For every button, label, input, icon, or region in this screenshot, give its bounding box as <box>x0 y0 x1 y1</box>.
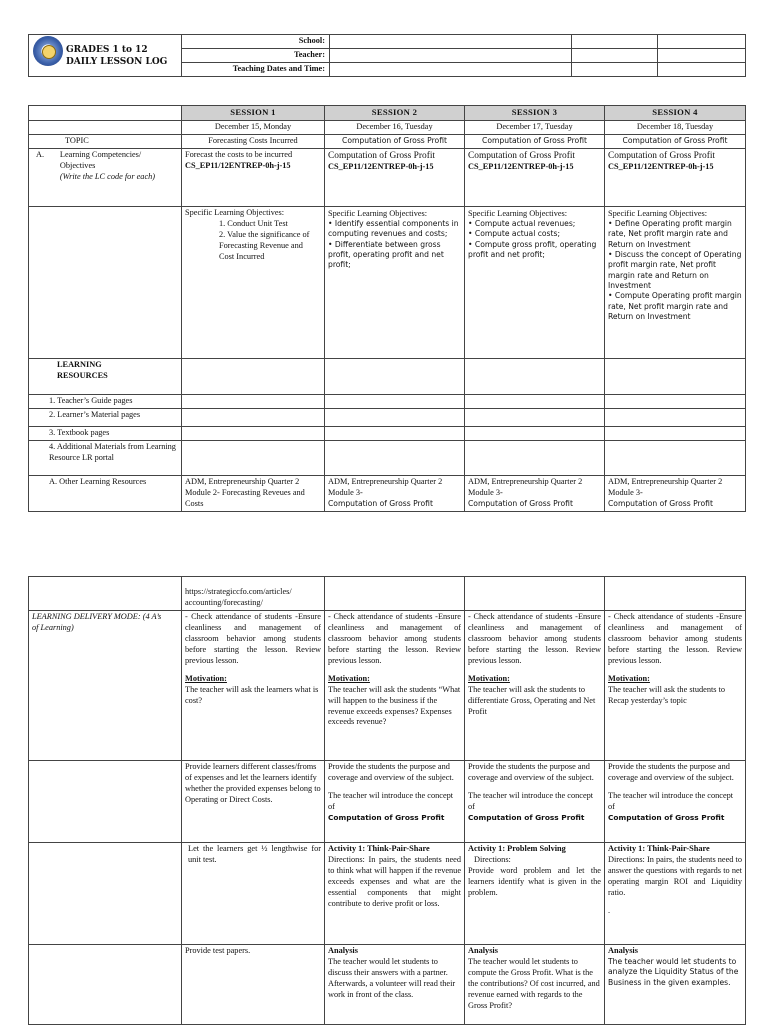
form-title-line2: DAILY LESSON LOG <box>66 57 168 68</box>
resource-line: Computation of Gross Profit <box>328 498 433 508</box>
activity-title: Activity 1: Think-Pair-Share <box>608 844 710 853</box>
competencies-note: (Write the LC code for each) <box>59 171 156 181</box>
activity-text: Provide word problem and let the learners identify what is given in the problem. <box>468 865 601 897</box>
competency-text: Forecast the costs to be incurred <box>185 149 293 159</box>
test-papers-text: Provide test papers. <box>182 945 325 1025</box>
lesson-table <box>28 105 746 512</box>
empty-cell <box>465 358 605 394</box>
form-title-line1: GRADES 1 to 12 <box>66 45 148 55</box>
resource-other-value <box>465 475 605 511</box>
objectives-cell <box>465 206 605 358</box>
activity-cell <box>465 761 605 843</box>
dates-field[interactable] <box>330 62 572 76</box>
empty-cell <box>29 121 182 135</box>
activity-cell <box>325 843 465 945</box>
empty-cell <box>29 843 182 945</box>
resources-heading: LEARNING RESOURCES <box>29 358 182 394</box>
analysis-cell <box>465 945 605 1025</box>
activity-title: Activity 1: Think-Pair-Share <box>328 844 430 853</box>
empty-cell <box>182 394 325 408</box>
resource-line: Computation of Gross Profit <box>608 498 713 508</box>
topic-label: TOPIC <box>29 134 182 148</box>
resource-additional: 4. Additional Materials from Learning Resource LR portal <box>29 440 182 475</box>
session-date: December 16, Tuesday <box>325 121 465 135</box>
teacher-field[interactable] <box>330 48 572 62</box>
logo-cell <box>29 35 182 77</box>
reference-url: https://strategiccfo.com/articles/ accounting/forecasting/ <box>182 577 325 611</box>
delivery-cell <box>182 611 325 761</box>
empty-cell <box>465 440 605 475</box>
quarter-label <box>572 62 658 76</box>
activity-cell <box>465 843 605 945</box>
activity-text: Directions: In pairs, the students need to think what will happen if the revenue exceeds expenses and what are the essential components that might contribute to derive profit or loss. <box>328 854 461 908</box>
activity-title: Activity 1: Problem Solving <box>468 844 566 853</box>
competency-code: CS_EP11/12ENTREP-0h-j-15 <box>328 162 434 172</box>
competency-code: CS_EP11/12ENTREP-0h-j-15 <box>468 162 574 172</box>
objective-item: 2. Value the significance of Forecasting Revenue and Cost Incurred <box>219 229 310 261</box>
introduce-topic: Computation of Gross Profit <box>608 812 725 822</box>
empty-cell <box>325 394 465 408</box>
introduce-text: The teacher wil introduce the concept of <box>608 790 734 811</box>
analysis-title: Analysis <box>328 946 358 955</box>
resource-learners-material: 2. Learner’s Material pages <box>29 408 182 426</box>
empty-cell <box>465 408 605 426</box>
empty-cell <box>465 577 605 611</box>
empty-cell <box>325 577 465 611</box>
competencies-label: Learning Competencies/ Objectives <box>59 149 142 170</box>
competency-text: Computation of Gross Profit <box>468 150 576 161</box>
empty-cell <box>325 358 465 394</box>
learning-area-label <box>572 48 658 62</box>
empty-cell <box>29 945 182 1025</box>
empty-cell <box>605 426 746 440</box>
activity-cell <box>605 761 746 843</box>
objectives-cell <box>182 206 325 358</box>
teacher-label: Teacher: <box>182 48 330 62</box>
empty-cell <box>605 408 746 426</box>
objective-item: 1. Conduct Unit Test <box>219 218 288 228</box>
corner-cell <box>29 106 182 121</box>
resource-line: ADM, Entrepreneurship Quarter 2 Module 3- <box>328 476 443 497</box>
school-label: School: <box>182 35 330 49</box>
competency-code: CS_EP11/12ENTREP-0h-j-15 <box>608 162 714 172</box>
introduce-topic: Computation of Gross Profit <box>328 812 445 822</box>
activity-cell <box>605 843 746 945</box>
empty-cell <box>182 440 325 475</box>
motivation-label: Motivation: <box>608 673 650 683</box>
objective-item: • Compute Operating profit margin rate, Net profit margin rate and Return on Investment <box>608 291 742 321</box>
analysis-text: The teacher would let students to analyze the Liquidity Status of the Business in the given examples. <box>608 956 739 987</box>
empty-cell <box>182 408 325 426</box>
activity-cell: Provide learners different classes/froms of expenses and let the learners identify whether the provided expenses belong to Operating or Direct Costs. <box>182 761 325 843</box>
resource-other-value <box>605 475 746 511</box>
routine-text: - Check attendance of students -Ensure cleanliness and management of classroom behavior among students before starting the lesson. Review previous lesson. <box>328 612 461 665</box>
resource-textbook: 3. Textbook pages <box>29 426 182 440</box>
delivery-cell <box>605 611 746 761</box>
competencies-letter: A. <box>36 149 45 159</box>
competency-cell <box>325 148 465 206</box>
purpose-text: Provide the students the purpose and coverage and overview of the subject. <box>468 762 594 782</box>
resource-line: ADM, Entrepreneurship Quarter 2 Module 3- <box>468 476 583 497</box>
purpose-text: Provide the students the purpose and coverage and overview of the subject. <box>328 762 454 782</box>
motivation-text: The teacher will ask the students “What will happen to the business if the revenue exceeds expenses? Expenses exceeds revenue? <box>328 684 461 727</box>
objectives-heading: Specific Learning Objectives: <box>608 208 708 218</box>
objective-item: • Compute actual costs; <box>468 229 561 239</box>
competency-text: Computation of Gross Profit <box>328 150 436 161</box>
analysis-title: Analysis <box>608 946 638 955</box>
session-date: December 17, Tuesday <box>465 121 605 135</box>
empty-cell <box>605 358 746 394</box>
competency-cell <box>465 148 605 206</box>
topic-value: Computation of Gross Profit <box>605 134 746 148</box>
objectives-heading: Specific Learning Objectives: <box>328 208 428 218</box>
empty-cell <box>182 358 325 394</box>
resource-other: A. Other Learning Resources <box>29 475 182 511</box>
delivery-mode-label: LEARNING DELIVERY MODE: (4 A’s of Learning) <box>29 611 182 761</box>
analysis-text: The teacher would let students to discuss their answers with a partner. Afterwards, a volunteer will read their work in front of the class. <box>328 956 456 999</box>
competency-code: CS_EP11/12ENTREP-0h-j-15 <box>185 160 291 170</box>
objective-item: • Compute gross profit, operating profit and net profit; <box>468 239 597 260</box>
activity-cell <box>325 761 465 843</box>
delivery-cell <box>465 611 605 761</box>
purpose-text: Provide the students the purpose and coverage and overview of the subject. <box>608 762 734 782</box>
session-date: December 18, Tuesday <box>605 121 746 135</box>
introduce-text: The teacher wil introduce the concept of <box>328 790 454 811</box>
analysis-title: Analysis <box>468 946 498 955</box>
empty-cell <box>325 440 465 475</box>
empty-cell <box>325 426 465 440</box>
delivery-cell <box>325 611 465 761</box>
grade-level-label <box>572 35 658 49</box>
directions-label: Directions: <box>474 854 511 864</box>
resource-other-value: ADM, Entrepreneurship Quarter 2 Module 2- Forecasting Reveues and Costs <box>182 475 325 511</box>
competency-text: Computation of Gross Profit <box>608 150 716 161</box>
session-header: SESSION 3 <box>465 106 605 121</box>
session-header: SESSION 2 <box>325 106 465 121</box>
empty-cell <box>325 408 465 426</box>
school-field[interactable] <box>330 35 572 49</box>
objective-item: • Identify essential components in computing revenues and costs; <box>328 219 459 239</box>
objectives-cell <box>325 206 465 358</box>
objective-item: • Differentiate between gross profit, operating profit and net profit; <box>328 239 444 270</box>
resource-line: Computation of Gross Profit <box>468 498 573 508</box>
empty-cell <box>29 577 182 611</box>
grade-level-field[interactable] <box>658 35 746 49</box>
dates-label: Teaching Dates and Time: <box>182 62 330 76</box>
session-header: SESSION 1 <box>182 106 325 121</box>
empty-cell <box>29 761 182 843</box>
empty-cell <box>465 426 605 440</box>
session-header: SESSION 4 <box>605 106 746 121</box>
empty-cell <box>182 426 325 440</box>
empty-cell <box>29 206 182 358</box>
competencies-label-cell <box>29 148 182 206</box>
objectives-cell <box>605 206 746 358</box>
session-date: December 15, Monday <box>182 121 325 135</box>
objective-item: • Discuss the concept of Operating profit margin rate, Net profit margin rate and Return on Investment <box>608 250 742 291</box>
routine-text: - Check attendance of students -Ensure cleanliness and management of classroom behavior among students before starting the lesson. Review previous lesson. <box>468 612 601 665</box>
empty-cell <box>605 440 746 475</box>
analysis-cell <box>605 945 746 1025</box>
resource-other-value <box>325 475 465 511</box>
activity-text: Directions: In pairs, the students need to answer the questions with regards to net operating margin ROI and Liquidity ratio. <box>608 854 742 897</box>
introduce-topic: Computation of Gross Profit <box>468 812 585 822</box>
objective-item: • Define Operating profit margin rate, Net profit margin rate and Return on Investment <box>608 219 732 249</box>
learning-area-field[interactable] <box>658 48 746 62</box>
resource-teachers-guide: 1. Teacher’s Guide pages <box>29 394 182 408</box>
motivation-label: Motivation: <box>468 673 510 683</box>
objective-item: • Compute actual revenues; <box>468 219 576 229</box>
competency-cell <box>182 148 325 206</box>
analysis-text: The teacher would let students to compute the Gross Profit. What is the the contributions? Of cost incurred, and revenue earned with regards to the Gross Profit? <box>468 956 600 1010</box>
introduce-text: The teacher wil introduce the concept of <box>468 790 594 811</box>
motivation-text: The teacher will ask the students to differentiate Gross, Operating and Net Profit <box>468 684 596 716</box>
objectives-heading: Specific Learning Objectives: <box>185 207 285 217</box>
motivation-text: The teacher will ask the learners what is cost? <box>185 684 319 705</box>
routine-text: - Check attendance of students -Ensure cleanliness and management of classroom behavior among students before starting the lesson. Review previous lesson. <box>608 612 742 665</box>
motivation-label: Motivation: <box>328 673 370 683</box>
empty-cell <box>465 394 605 408</box>
objectives-heading: Specific Learning Objectives: <box>468 208 568 218</box>
unit-test-text: Let the learners get ½ lengthwise for unit test. <box>182 843 325 945</box>
empty-cell <box>605 577 746 611</box>
motivation-text: The teacher will ask the students to Recap yesterday’s topic <box>608 684 726 705</box>
header-table <box>28 34 746 77</box>
delivery-table <box>28 576 746 1025</box>
topic-value: Computation of Gross Profit <box>325 134 465 148</box>
empty-cell <box>605 394 746 408</box>
topic-value: Forecasting Costs Incurred <box>182 134 325 148</box>
competency-cell <box>605 148 746 206</box>
analysis-cell <box>325 945 465 1025</box>
motivation-label: Motivation: <box>185 673 227 683</box>
routine-text: - Check attendance of students -Ensure cleanliness and management of classroom behavior among students before starting the lesson. Review previous lesson. <box>185 612 321 665</box>
topic-value: Computation of Gross Profit <box>465 134 605 148</box>
resource-line: ADM, Entrepreneurship Quarter 2 Module 3- <box>608 476 723 497</box>
trailing-dot: . <box>608 905 611 915</box>
quarter-field[interactable] <box>658 62 746 76</box>
